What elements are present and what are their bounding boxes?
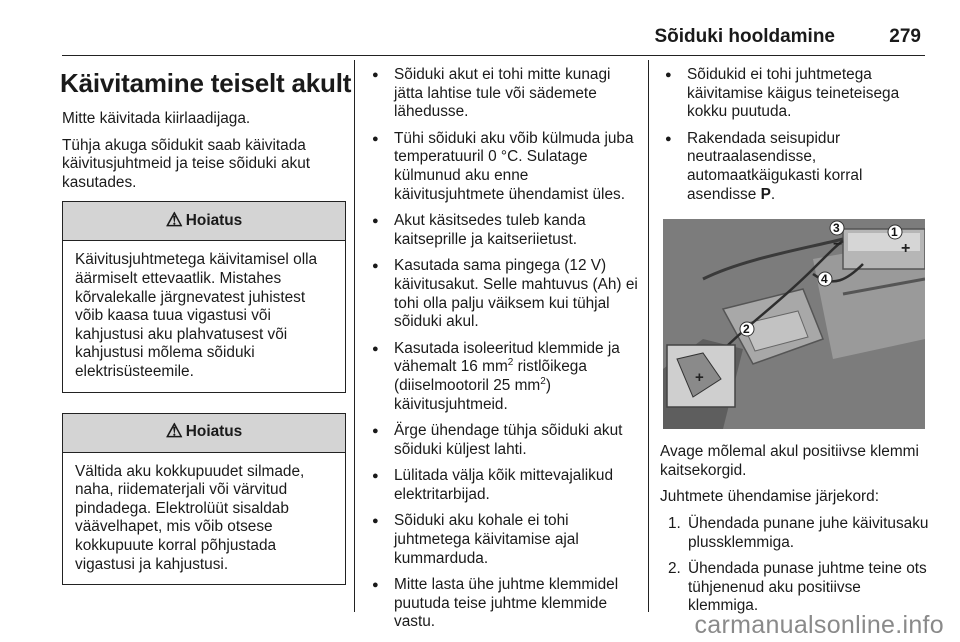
list-item [660, 130, 930, 204]
column-2 [367, 66, 639, 640]
item-text: Kasutada isoleeritud klemmide ja vähemalt 16 mm [394, 339, 620, 376]
list-item [367, 340, 639, 414]
superscript: 2 [540, 375, 546, 387]
paragraph: Mitte käivitada kiirlaadijaga. [62, 110, 251, 127]
header-rule [62, 55, 925, 56]
warning-text: Vältida aku kokkupuudet silmade, naha, riidematerjali või värvitud pindadega. Elektrolüüt sisaldab väävelhapet, mis võib otsese kokkupuute korral põhjustada vigastusi ja kahjustusi. [75, 462, 305, 573]
list-item [660, 515, 930, 552]
list-item: ● Sõiduki akut ei tohi mitte kunagi jätta lahtise tule või sädemete lähedusse. [367, 66, 639, 122]
superscript: 2 [507, 357, 514, 369]
item-text: Rakendada seisupidur neutraalasendisse, automaatkäigukasti korral asendisse [687, 129, 863, 203]
callout-label: 2 [743, 322, 750, 337]
list-item: ● Ärge ühendage tühja sõiduki akut sõiduki küljest lahti. [367, 422, 639, 459]
list-item: ● Kasutada sama pingega (12 V) käivitusakut. Selle mahtuvus (Ah) ei tohi olla palju väiksem kui tühjal sõiduki akul. [367, 257, 639, 331]
callout-label: 4 [821, 272, 828, 287]
list-item: ● Lülitada välja kõik mittevajalikud elektritarbijad. [367, 467, 639, 504]
watermark: carmanualsonline.info [694, 611, 944, 639]
step-number: 1. [668, 514, 681, 532]
list-item: ● Tühi sõiduki aku võib külmuda juba temperatuuril 0 °C. Sulatage külmunud aku enne käivitusjuhtmete ühendamist üles. [367, 130, 639, 204]
bullet-list [660, 66, 930, 204]
list-item: ● Mitte lasta ühe juhtme klemmidel puutuda teise juhtme klemmide vastu. [367, 576, 639, 632]
list-item: ● Akut käsitsedes tuleb kanda kaitseprille ja kaitseriietust. [367, 212, 639, 249]
warning-box [62, 413, 346, 586]
warning-header [63, 202, 345, 241]
paragraph: Tühja akuga sõidukit saab käivitada käivitusjuhtmeid ja teise sõiduki akut kasutades. [62, 136, 311, 191]
svg-text:+: + [901, 240, 911, 258]
list-item: ● Sõidukid ei tohi juhtmetega käivitamise käigus teineteisega kokku puutuda. [660, 66, 930, 122]
column-divider [354, 60, 355, 612]
warning-header [63, 414, 345, 453]
warning-triangle-icon: ⚠ [165, 210, 183, 232]
page-number: 279 [889, 26, 921, 47]
numbered-list [660, 515, 930, 616]
step-number: 2. [668, 560, 681, 578]
column-1 [60, 68, 352, 605]
list-item: ● Sõiduki aku kohale ei tohi juhtmetega käivitamise ajal kummarduda. [367, 512, 639, 568]
gear-position: P [760, 185, 771, 203]
section-heading: Käivitamine teiselt akult [60, 68, 352, 98]
item-text: ristlõikega (diiselmootoril 25 mm [394, 358, 587, 394]
paragraph: Avage mõlemal akul positiivse klemmi kaitsekorgid. [660, 443, 919, 479]
svg-text:+: + [695, 369, 704, 387]
page-header [62, 22, 925, 52]
warning-triangle-icon: ⚠ [165, 421, 183, 443]
bullet-list [367, 66, 639, 632]
header-title: Sõiduki hooldamine [654, 26, 835, 47]
warning-box [62, 201, 346, 392]
list-item [660, 560, 930, 616]
warning-title: Hoiatus [185, 212, 243, 230]
step-text: Ühendada punane juhe käivitusaku plussklemmiga. [688, 514, 929, 551]
svg-text:−: − [833, 236, 843, 254]
paragraph: Juhtmete ühendamise järjekord: [660, 488, 880, 506]
item-text: . [770, 185, 776, 203]
engine-bay-illustration [663, 219, 925, 429]
callout-label: 1 [891, 225, 898, 240]
step-text: Ühendada punase juhtme teine ots tühjenenud aku positiivse klemmiga. [688, 560, 927, 615]
item-text: ) käivitusjuhtmeid. [394, 376, 551, 413]
battery-jumpstart-figure [663, 219, 925, 429]
column-divider [648, 60, 649, 612]
warning-text: Käivitusjuhtmetega käivitamisel olla äärmiselt ettevaatlik. Mistahes kõrvalekalle järgnevatest juhistest võib kaasa tuua vigastusi või kahjustusi aku plahvatusest või kahjustusi mõlema sõiduki elektrisüsteemile. [75, 251, 318, 380]
callout-label: 3 [833, 221, 840, 236]
warning-title: Hoiatus [185, 423, 243, 441]
column-3 [660, 66, 930, 624]
